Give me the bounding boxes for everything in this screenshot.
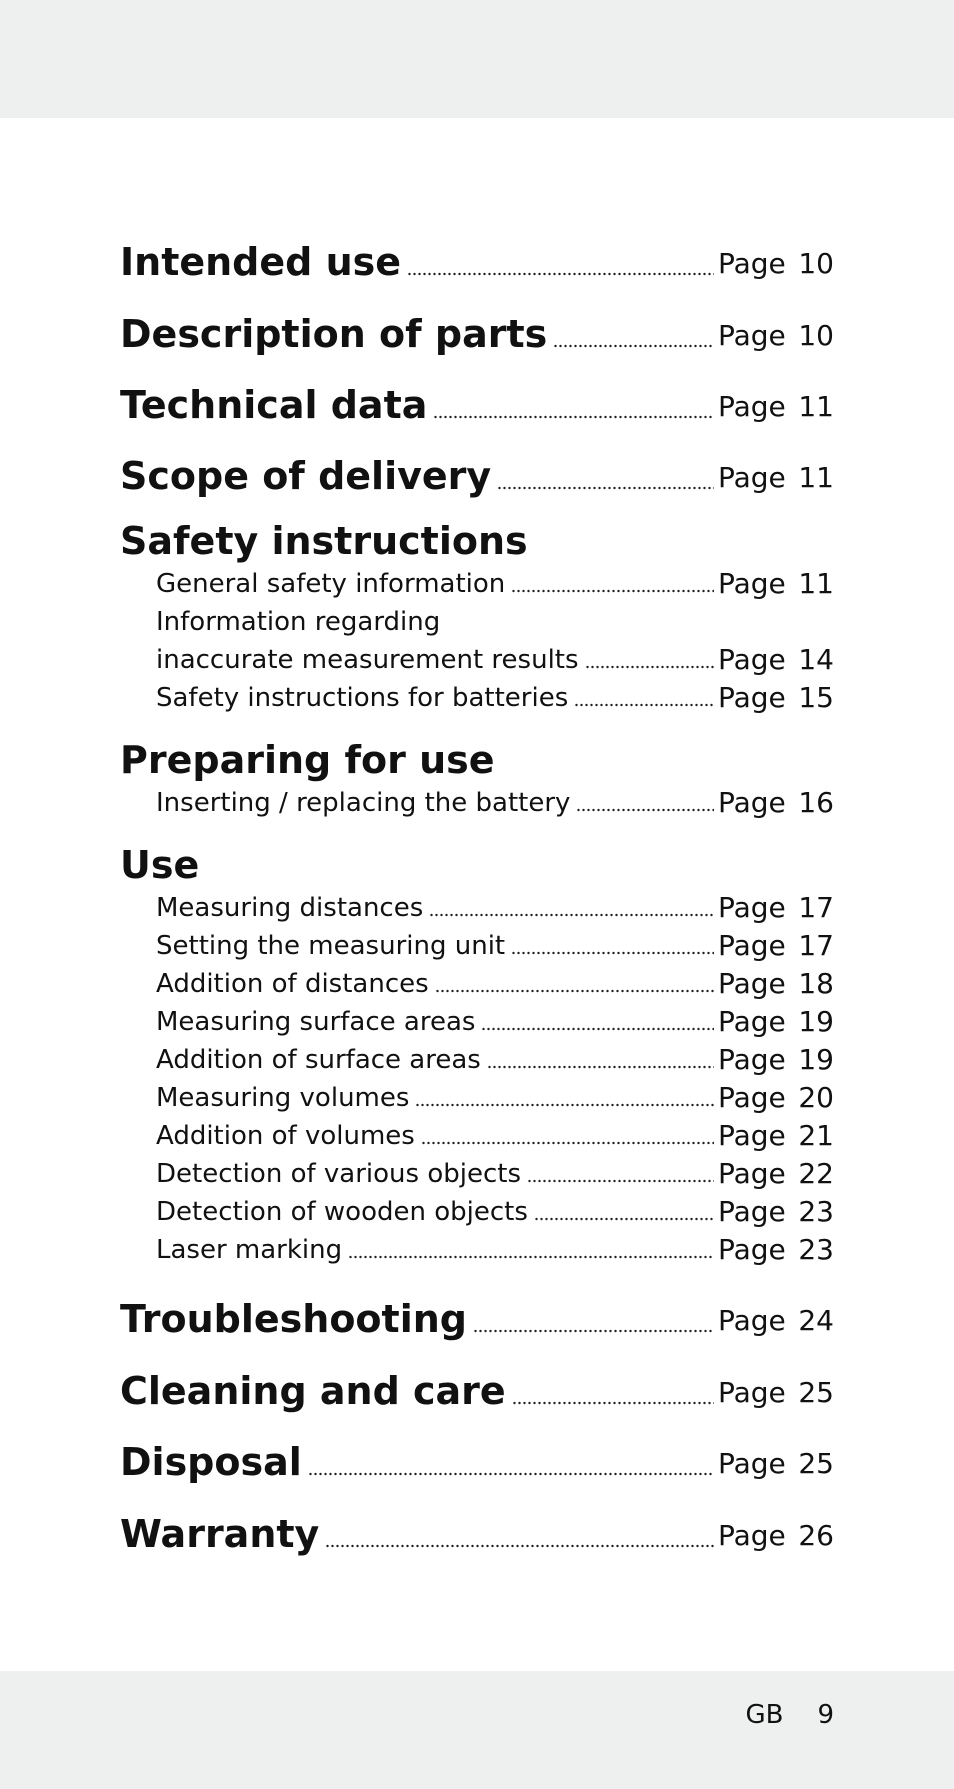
footer-language-code: GB — [745, 1700, 784, 1730]
toc-page-label: Page — [718, 461, 786, 494]
toc-page-number: 17 — [798, 891, 834, 924]
toc-leader-dots — [308, 1472, 714, 1476]
toc-section-use[interactable]: Use — [120, 843, 200, 887]
toc-entry-title: Detection of various objects — [156, 1159, 521, 1189]
toc-page-number: 24 — [798, 1304, 834, 1337]
toc-entry-cleaning-and-care[interactable] — [120, 1369, 834, 1413]
toc-page-number: 25 — [798, 1447, 834, 1480]
toc-entry-title: Addition of volumes — [156, 1121, 415, 1151]
toc-subentry-title-line1: Information regarding — [156, 607, 441, 637]
toc-entry-disposal[interactable] — [120, 1440, 834, 1484]
toc-leader-dots — [325, 1544, 714, 1548]
toc-subentry-use-3[interactable] — [156, 1005, 834, 1039]
toc-subentry-use-9[interactable] — [156, 1233, 834, 1267]
toc-subentry-general-safety[interactable] — [156, 567, 834, 601]
toc-page-label: Page — [718, 1043, 786, 1076]
toc-page-number: 22 — [798, 1157, 834, 1190]
toc-subentry-use-1[interactable] — [156, 929, 834, 963]
toc-page-label: Page — [718, 1233, 786, 1266]
page-footer — [745, 1700, 834, 1730]
toc-page-number: 11 — [798, 461, 834, 494]
toc-entry-troubleshooting[interactable] — [120, 1297, 834, 1341]
toc-entry-warranty[interactable] — [120, 1512, 834, 1556]
toc-page-number: 16 — [798, 786, 834, 819]
toc-entry-title: Measuring volumes — [156, 1083, 410, 1113]
toc-entry-description-of-parts[interactable] — [120, 312, 834, 356]
toc-page-number: 23 — [798, 1233, 834, 1266]
toc-page-number: 18 — [798, 967, 834, 1000]
toc-subentry-battery-safety[interactable] — [156, 681, 834, 715]
toc-page-number: 15 — [798, 681, 834, 714]
toc-leader-dots — [473, 1329, 714, 1333]
toc-page-number: 11 — [798, 567, 834, 600]
toc-leader-dots — [576, 808, 714, 812]
toc-page-label: Page — [718, 929, 786, 962]
toc-entry-technical-data[interactable] — [120, 383, 834, 427]
toc-page-label: Page — [718, 681, 786, 714]
toc-leader-dots — [421, 1141, 714, 1145]
toc-page-label: Page — [718, 247, 786, 280]
toc-page-number: 26 — [798, 1519, 834, 1552]
toc-leader-dots — [574, 703, 714, 707]
toc-page-number: 17 — [798, 929, 834, 962]
toc-page-label: Page — [718, 1195, 786, 1228]
toc-page-label: Page — [718, 1119, 786, 1152]
toc-subentry-use-6[interactable] — [156, 1119, 834, 1153]
toc-subentry-use-2[interactable] — [156, 967, 834, 1001]
toc-page-label: Page — [718, 1519, 786, 1552]
toc-entry-title: Detection of wooden objects — [156, 1197, 528, 1227]
toc-page-number: 10 — [798, 247, 834, 280]
toc-subentry-use-7[interactable] — [156, 1157, 834, 1191]
toc-leader-dots — [585, 665, 714, 669]
toc-page-label: Page — [718, 1376, 786, 1409]
toc-section-preparing-for-use[interactable]: Preparing for use — [120, 738, 495, 782]
toc-leader-dots — [433, 415, 714, 419]
toc-leader-dots — [511, 951, 714, 955]
toc-page-label: Page — [718, 1447, 786, 1480]
toc-entry-title: Safety instructions for batteries — [156, 683, 569, 713]
toc-page-number: 23 — [798, 1195, 834, 1228]
toc-page-label: Page — [718, 891, 786, 924]
toc-entry-title: Scope of delivery — [120, 454, 492, 498]
header-band — [0, 0, 954, 118]
toc-subentry-inaccurate-results[interactable] — [156, 643, 834, 677]
toc-entry-intended-use[interactable] — [120, 240, 834, 284]
toc-subentry-battery-replace[interactable] — [156, 786, 834, 820]
toc-leader-dots — [429, 913, 714, 917]
toc-leader-dots — [497, 486, 714, 490]
toc-entry-title: Addition of distances — [156, 969, 429, 999]
toc-entry-title: Setting the measuring unit — [156, 931, 506, 961]
toc-page-label: Page — [718, 319, 786, 352]
footer-band — [0, 1671, 954, 1789]
toc-subentry-use-8[interactable] — [156, 1195, 834, 1229]
toc-entry-title: Warranty — [120, 1512, 320, 1556]
toc-entry-title: Technical data — [120, 383, 428, 427]
toc-leader-dots — [534, 1217, 714, 1221]
toc-page-label: Page — [718, 1005, 786, 1038]
toc-leader-dots — [553, 344, 714, 348]
toc-entry-title: inaccurate measurement results — [156, 645, 579, 675]
toc-page-number: 19 — [798, 1043, 834, 1076]
toc-leader-dots — [527, 1179, 714, 1183]
toc-page-number: 11 — [798, 390, 834, 423]
toc-page-label: Page — [718, 967, 786, 1000]
toc-page-number: 19 — [798, 1005, 834, 1038]
toc-page-label: Page — [718, 786, 786, 819]
toc-page-label: Page — [718, 1157, 786, 1190]
toc-subentry-use-4[interactable] — [156, 1043, 834, 1077]
toc-page-number: 20 — [798, 1081, 834, 1114]
toc-page-number: 21 — [798, 1119, 834, 1152]
toc-entry-title: Cleaning and care — [120, 1369, 506, 1413]
toc-page-label: Page — [718, 390, 786, 423]
toc-entry-title: Intended use — [120, 240, 402, 284]
toc-leader-dots — [481, 1027, 714, 1031]
toc-entry-title: Description of parts — [120, 312, 548, 356]
toc-subentry-use-0[interactable] — [156, 891, 834, 925]
toc-page-number: 14 — [798, 643, 834, 676]
toc-page-label: Page — [718, 1081, 786, 1114]
toc-entry-title: Disposal — [120, 1440, 302, 1484]
toc-entry-title: General safety information — [156, 569, 506, 599]
toc-page-number: 10 — [798, 319, 834, 352]
toc-page-label: Page — [718, 643, 786, 676]
toc-leader-dots — [415, 1103, 714, 1107]
toc-leader-dots — [487, 1065, 714, 1069]
toc-entry-scope-of-delivery[interactable] — [120, 454, 834, 498]
toc-entry-title: Troubleshooting — [120, 1297, 467, 1341]
toc-leader-dots — [511, 589, 714, 593]
toc-entry-title: Measuring surface areas — [156, 1007, 476, 1037]
footer-page-number: 9 — [817, 1700, 834, 1730]
toc-entry-title: Laser marking — [156, 1235, 343, 1265]
toc-page-label: Page — [718, 567, 786, 600]
toc-subentry-use-5[interactable] — [156, 1081, 834, 1115]
toc-entry-title: Inserting / replacing the battery — [156, 788, 571, 818]
toc-leader-dots — [435, 989, 714, 993]
toc-page-label: Page — [718, 1304, 786, 1337]
toc-section-safety-instructions[interactable]: Safety instructions — [120, 519, 528, 563]
toc-entry-title: Measuring distances — [156, 893, 424, 923]
toc-entry-title: Addition of surface areas — [156, 1045, 481, 1075]
toc-leader-dots — [348, 1255, 714, 1259]
toc-leader-dots — [407, 272, 714, 276]
toc-page-number: 25 — [798, 1376, 834, 1409]
toc-leader-dots — [512, 1401, 714, 1405]
